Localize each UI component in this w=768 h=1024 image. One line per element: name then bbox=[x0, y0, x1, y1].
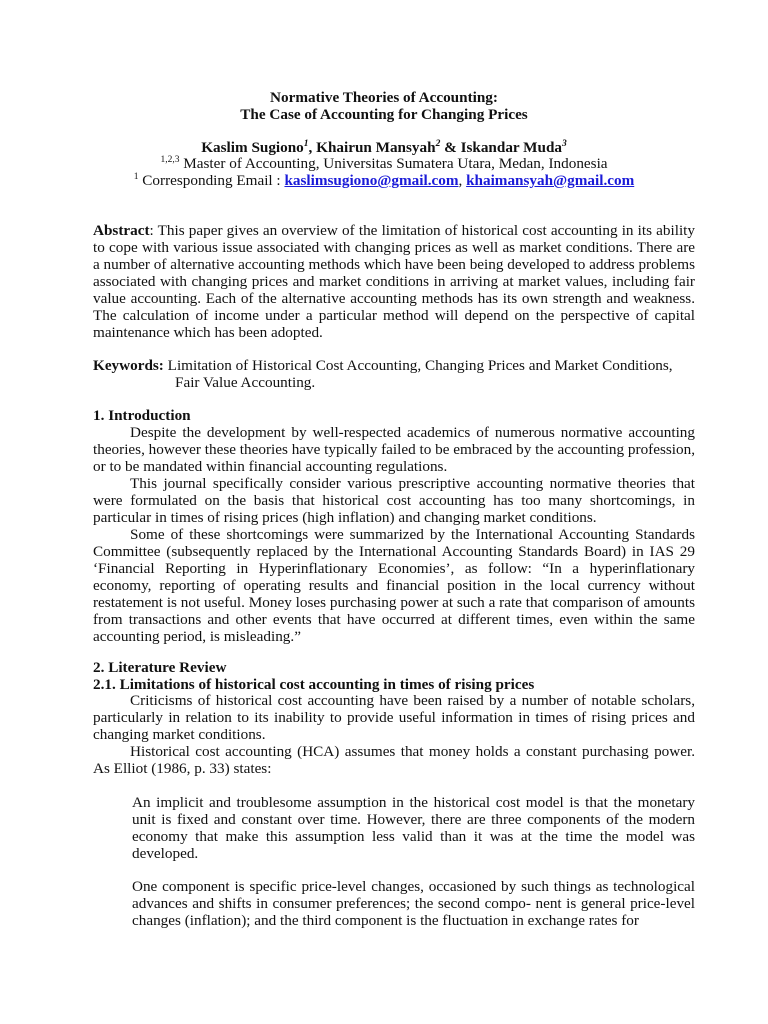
abstract-text: : This paper gives an overview of the limitation of historical cost accounting in its ability to cope with various issue associated with changing prices as well as market conditions. There are a number of alternative accounting methods which have been being developed to address problems associated with changing prices and market conditions in arriving at market values, including fair value accounting. Each of the alternative accounting methods has its own strength and weakness. The calculation of income under a particular method will depend on the perspective of capital maintenance which has been adopted. bbox=[93, 222, 695, 341]
affiliation-marker: 1,2,3 bbox=[160, 154, 180, 165]
author-2-affil: 2 bbox=[435, 138, 441, 149]
lit-review-paragraph-2: Historical cost accounting (HCA) assumes that money holds a constant purchasing power. As Elliot (1986, p. 33) states: bbox=[93, 743, 695, 777]
author-1: Kaslim Sugiono bbox=[201, 139, 304, 156]
email-separator: , bbox=[458, 172, 467, 189]
affiliation bbox=[0, 155, 768, 172]
paper-title-line-2: The Case of Accounting for Changing Prices bbox=[240, 106, 528, 123]
keywords-line-2: Fair Value Accounting. bbox=[175, 374, 316, 391]
keywords-label: Keywords: bbox=[93, 357, 164, 374]
author-separator: & bbox=[440, 139, 461, 156]
email-link-1[interactable]: kaslimsugiono@gmail.com bbox=[284, 172, 459, 189]
abstract bbox=[93, 222, 695, 341]
section-2-heading: 2. Literature Review bbox=[93, 659, 227, 676]
intro-paragraph-2: This journal specifically consider various prescriptive accounting normative theories that were formulated on the basis that historical cost accounting has too many shortcomings, in particular in times of rising prices (high inflation) and changing market conditions. bbox=[93, 475, 695, 526]
section-1-heading: 1. Introduction bbox=[93, 407, 191, 424]
corresponding-email bbox=[0, 172, 768, 189]
abstract-label: Abstract bbox=[93, 222, 150, 239]
author-list bbox=[0, 139, 768, 156]
block-quote-1: An implicit and troublesome assumption in the historical cost model is that the monetary unit is fixed and constant over time. However, there are three components of the modern economy that make this assumption less valid than it was at the time the model was developed. bbox=[132, 794, 695, 862]
affiliation-text: Master of Accounting, Universitas Sumatera Utara, Medan, Indonesia bbox=[179, 155, 608, 172]
author-2: Khairun Mansyah bbox=[316, 139, 436, 156]
email-link-2[interactable]: khaimansyah@gmail.com bbox=[466, 172, 635, 189]
author-1-affil: 1 bbox=[303, 138, 309, 149]
email-label: Corresponding Email : bbox=[138, 172, 285, 189]
paper-title-line-1: Normative Theories of Accounting: bbox=[270, 89, 498, 106]
intro-paragraph-3: Some of these shortcomings were summarized by the International Accounting Standards Committee (subsequently replaced by the International Accounting Standards Board) in IAS 29 ‘Financial Reporting in Hyperinflationary Economies’, as follow: “In a hyperinflationary economy, reporting of operating results and financial position in the local currency without restatement is not useful. Money loses purchasing power at such a rate that comparison of amounts from transactions and other events that have occurred at different times, even within the same accounting period, is misleading.” bbox=[93, 526, 695, 645]
section-2-1-heading: 2.1. Limitations of historical cost accounting in times of rising prices bbox=[93, 676, 535, 693]
author-separator: , bbox=[308, 139, 317, 156]
email-marker: 1 bbox=[133, 171, 139, 182]
author-3: Iskandar Muda bbox=[460, 139, 562, 156]
keywords-line-1: Limitation of Historical Cost Accounting, Changing Prices and Market Conditions, bbox=[163, 357, 673, 374]
block-quote-2: One component is specific price-level changes, occasioned by such things as technological advances and shifts in consumer preferences; the second compo- nent is general price-level changes (inflation); and the third component is the fluctuation in exchange rates for bbox=[132, 878, 695, 929]
lit-review-paragraph-1: Criticisms of historical cost accounting have been raised by a number of notable scholars, particularly in relation to its inability to provide useful information in times of rising prices and changing market conditions. bbox=[93, 692, 695, 743]
intro-paragraph-1: Despite the development by well-respected academics of numerous normative accounting theories, however these theories have typically failed to be embraced by the accounting profession, or to be mandated within financial accounting regulations. bbox=[93, 424, 695, 475]
author-3-affil: 3 bbox=[562, 138, 567, 149]
keywords bbox=[93, 357, 695, 391]
